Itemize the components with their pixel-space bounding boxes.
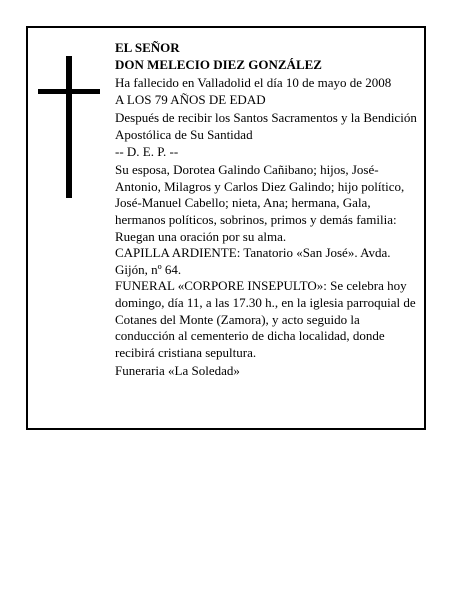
cross-horizontal-bar <box>38 89 100 94</box>
death-line: Ha fallecido en Valladolid el día 10 de mayo de 2008 <box>115 75 392 91</box>
deceased-name: DON MELECIO DIEZ GONZÁLEZ <box>115 56 322 72</box>
cross-icon <box>38 56 100 198</box>
chapel-line: CAPILLA ARDIENTE: Tanatorio «San José». Avda. Gijón, nº 64. <box>115 245 391 277</box>
sacraments-line: Después de recibir los Santos Sacramentos y la Bendición Apostólica de Su Santidad <box>115 110 417 142</box>
age-line: A LOS 79 AÑOS DE EDAD <box>115 91 266 107</box>
prayer-line: Ruegan una oración por su alma. <box>115 228 287 244</box>
notice-title: EL SEÑOR <box>115 40 180 55</box>
obituary-notice <box>26 26 426 430</box>
dep-line: -- D. E. P. -- <box>115 143 179 159</box>
cross-vertical-bar <box>66 56 72 198</box>
funeral-paragraph: FUNERAL «CORPORE INSEPULTO»: Se celebra hoy domingo, día 11, a las 17.30 h., en la iglesia parroquial de Cotanes del Monte (Zamora), y acto seguido la conducción al cementerio de dicha localidad, donde recibirá cristiana sepultura. <box>115 278 416 360</box>
funeral-home-line: Funeraria «La Soledad» <box>115 363 240 379</box>
notice-text <box>115 40 418 380</box>
family-paragraph: Su esposa, Dorotea Galindo Cañibano; hijos, José-Antonio, Milagros y Carlos Diez Galindo; hijo político, José-Manuel Cabello; nieta, Ana; hermana, Gala, hermanos políticos, sobrinos, primos y demás familia: <box>115 162 405 227</box>
